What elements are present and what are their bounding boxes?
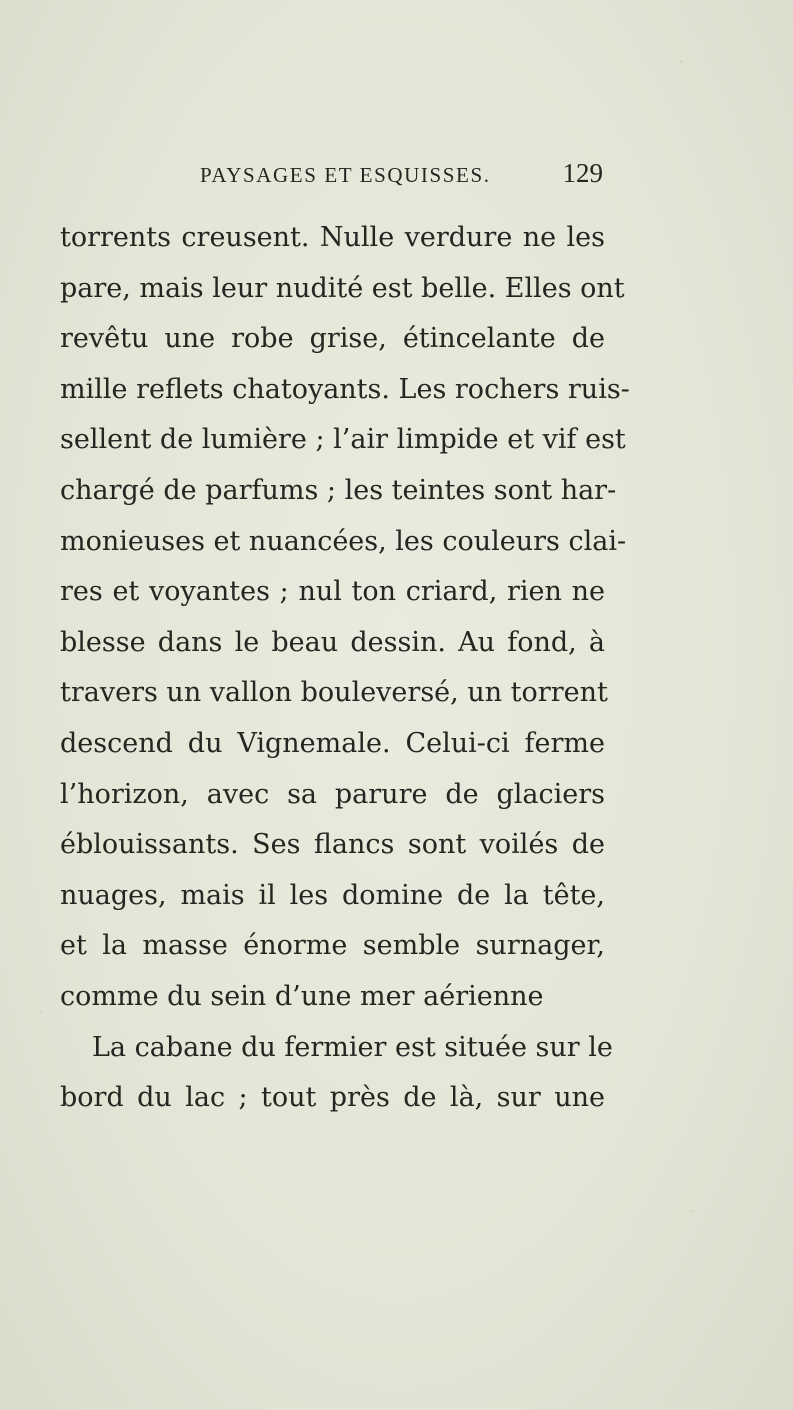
running-head (60, 160, 605, 190)
paper-speck (40, 1010, 42, 1013)
text-line: comme du sein d’une mer aérienne (60, 980, 544, 1012)
text-line: travers un vallon bouleversé, un torrent (60, 677, 608, 709)
text-line: sellent de lumière ; l’air limpide et vif est (60, 424, 626, 456)
running-title: PAYSAGES ET ESQUISSES. (200, 163, 491, 187)
text-line: revêtu une robe grise, étincelante de (60, 323, 605, 355)
paper-speck (680, 60, 683, 63)
text-line: La cabane du fermier est située sur le (92, 1031, 613, 1063)
text-line: res et voyantes ; nul ton criard, rien ne (60, 576, 605, 608)
text-line: l’horizon, avec sa parure de glaciers (60, 778, 605, 810)
page-number: 129 (562, 158, 603, 188)
paper-speck (690, 1210, 693, 1212)
text-line: monieuses et nuancées, les couleurs clai- (60, 525, 627, 557)
text-line: pare, mais leur nudité est belle. Elles ont (60, 272, 625, 304)
text-line: chargé de parfums ; les teintes sont har- (60, 474, 617, 506)
text-line: blesse dans le beau dessin. Au fond, à (60, 626, 605, 658)
text-line: descend du Vignemale. Celui-ci ferme (60, 727, 605, 759)
text-line: éblouissants. Ses flancs sont voilés de (60, 829, 605, 861)
text-line: nuages, mais il les domine de la tête, (60, 879, 605, 911)
paper-speck (720, 420, 722, 422)
body-text (60, 213, 630, 1124)
text-line: bord du lac ; tout près de là, sur une (60, 1082, 605, 1114)
text-line: et la masse énorme semble surnager, (60, 930, 605, 962)
text-line: mille reflets chatoyants. Les rochers ruis- (60, 373, 630, 405)
text-line: torrents creusent. Nulle verdure ne les (60, 222, 605, 253)
